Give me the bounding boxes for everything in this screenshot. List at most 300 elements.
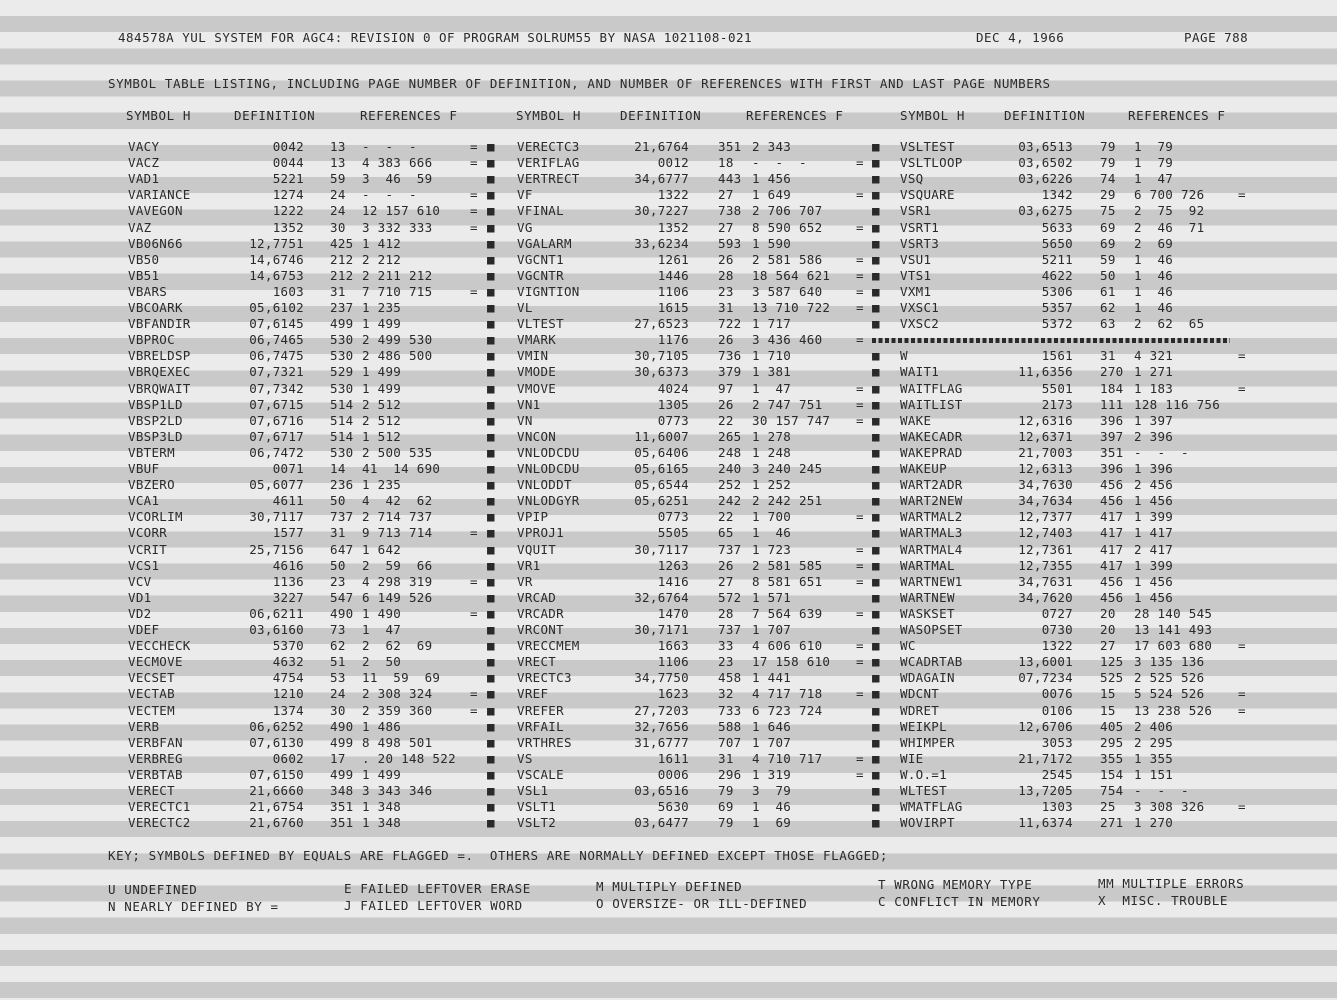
symbol-name: VECMOVE	[128, 654, 183, 670]
symbol-name: VFINAL	[517, 203, 564, 219]
flag: =	[1238, 686, 1246, 702]
references: 1 649	[752, 187, 792, 203]
definition-page: 59	[330, 171, 346, 187]
legend-item: J FAILED LEFTOVER WORD	[344, 898, 523, 913]
symbol-name: VSR1	[900, 203, 932, 219]
legend-item: C CONFLICT IN MEMORY	[878, 894, 1041, 909]
references: 1 441	[752, 670, 792, 686]
symbol-name: WARTMAL4	[900, 541, 963, 557]
definition-address: 03,6516	[634, 783, 689, 798]
definition-page: 15	[1100, 702, 1116, 718]
symbol-name: VN1	[517, 396, 541, 412]
symbol-name: VERBREG	[128, 750, 183, 766]
references: 1 235	[362, 477, 402, 493]
symbol-name: WART2ADR	[900, 477, 963, 493]
flag: =	[470, 525, 478, 541]
references: 2 62 69	[362, 638, 433, 654]
references: 1 47	[1134, 171, 1174, 187]
definition-address: 0012	[657, 155, 689, 171]
definition-address: 1106	[657, 654, 689, 670]
table-row	[0, 155, 1337, 171]
symbol-name: WIE	[900, 750, 924, 766]
references: 1 456	[1134, 573, 1174, 589]
definition-address: 21,6754	[249, 799, 304, 815]
definition-page: 296	[718, 766, 742, 782]
symbol-name: VBPROC	[128, 332, 175, 348]
table-row	[0, 622, 1337, 638]
references: 1 46	[1134, 283, 1174, 299]
references: 2 242 251	[752, 493, 823, 509]
table-row	[0, 703, 1337, 719]
symbol-name: VECTAB	[128, 686, 175, 702]
flag: =	[470, 155, 478, 171]
definition-page: 733	[718, 702, 742, 718]
separator-mark: ■	[487, 799, 495, 815]
references: 2 512	[362, 396, 402, 412]
separator-mark: ■	[872, 364, 880, 380]
definition-page: 24	[330, 686, 346, 702]
symbol-name: VDEF	[128, 622, 160, 637]
table-row	[0, 799, 1337, 815]
definition-address: 1322	[1041, 638, 1073, 654]
definition-page: 61	[1100, 283, 1116, 299]
definition-page: 236	[330, 477, 354, 493]
separator-mark: ■	[872, 718, 880, 734]
definition-page: 351	[718, 139, 742, 154]
definition-address: 2545	[1041, 766, 1073, 782]
symbol-name: VRCONT	[517, 622, 564, 637]
references: 3 240 245	[752, 461, 823, 476]
symbol-name: VACY	[128, 139, 160, 154]
symbol-name: VAVEGON	[128, 203, 183, 219]
definition-address: 5505	[657, 525, 689, 541]
separator-mark: ■	[872, 638, 880, 654]
separator-mark: ■	[872, 203, 880, 219]
symbol-name: VERECTC2	[128, 815, 191, 831]
definition-page: 31	[330, 525, 346, 541]
symbol-name: VAD1	[128, 171, 160, 187]
definition-address: 07,7342	[249, 380, 304, 396]
symbol-name: VGCNTR	[517, 267, 564, 283]
definition-page: 28	[718, 267, 734, 283]
definition-page: 13	[330, 155, 346, 171]
definition-page: 456	[1100, 477, 1124, 493]
references: 2 295	[1134, 734, 1174, 750]
definition-address: 1374	[272, 702, 304, 718]
separator-mark: ■	[487, 783, 495, 798]
symbol-name: VCORLIM	[128, 509, 183, 525]
separator-mark: ■	[872, 734, 880, 750]
flag: =	[470, 605, 478, 621]
references: 2 59 66	[362, 557, 433, 573]
definition-address: 27,6523	[634, 316, 689, 332]
definition-address: 4611	[272, 493, 304, 509]
separator-mark: ■	[487, 267, 495, 283]
definition-page: 405	[1100, 718, 1124, 734]
definition-address: 03,6275	[1018, 203, 1073, 219]
separator-mark: ■	[872, 428, 880, 444]
definition-address: 1210	[272, 686, 304, 702]
definition-page: 30	[330, 702, 346, 718]
definition-address: 1615	[657, 300, 689, 315]
definition-address: 12,6313	[1018, 461, 1073, 476]
separator-mark: ■	[487, 702, 495, 718]
definition-page: 79	[718, 783, 734, 798]
symbol-name: W	[900, 348, 908, 364]
references: 1 355	[1134, 750, 1174, 766]
separator-mark: ■	[872, 235, 880, 251]
symbol-name: VERB	[128, 718, 160, 734]
symbol-name: WAITLIST	[900, 396, 963, 412]
symbol-name: WDAGAIN	[900, 670, 955, 686]
definition-page: 62	[1100, 300, 1116, 315]
symbol-name: WOVIRPT	[900, 815, 955, 831]
definition-page: 22	[718, 412, 734, 428]
definition-page: 417	[1100, 525, 1124, 541]
references: 1 151	[1134, 766, 1174, 782]
references: 13 710 722	[752, 300, 831, 315]
separator-mark: ■	[872, 815, 880, 831]
definition-address: 06,7465	[249, 332, 304, 348]
definition-page: 295	[1100, 734, 1124, 750]
symbol-name: VD1	[128, 589, 152, 605]
symbol-name: W.O.=1	[900, 766, 947, 782]
definition-page: 50	[1100, 267, 1116, 283]
definition-address: 32,7656	[634, 718, 689, 734]
table-row	[0, 268, 1337, 284]
definition-address: 25,7156	[249, 541, 304, 557]
table-row	[0, 509, 1337, 525]
col-references-header: REFERENCES F	[360, 108, 458, 123]
flag: =	[470, 187, 478, 203]
symbol-name: WART2NEW	[900, 493, 963, 509]
flag: =	[856, 766, 864, 782]
symbol-name: VBSP3LD	[128, 428, 183, 444]
table-row	[0, 590, 1337, 606]
table-row	[0, 783, 1337, 799]
column-headers	[0, 108, 1337, 126]
references: 2 406	[1134, 718, 1174, 734]
references: 4 606 610	[752, 638, 823, 654]
definition-address: 1603	[272, 283, 304, 299]
symbol-name: VECSET	[128, 670, 175, 686]
references: 11 59 69	[362, 670, 441, 686]
separator-mark: ■	[872, 541, 880, 557]
references: 2 75 92	[1134, 203, 1205, 219]
separator-mark: ■	[487, 380, 495, 396]
references: 3 332 333	[362, 219, 433, 235]
symbol-name: VG	[517, 219, 533, 235]
definition-address: 12,6371	[1018, 428, 1073, 444]
references: 6 723 724	[752, 702, 823, 718]
references: 28 140 545	[1134, 605, 1213, 621]
flag: =	[470, 573, 478, 589]
definition-address: 21,6760	[249, 815, 304, 831]
symbol-name: VERECT	[128, 783, 175, 798]
definition-address: 03,6477	[634, 815, 689, 831]
references: 8 498 501	[362, 734, 433, 750]
separator-mark: ■	[487, 187, 495, 203]
definition-address: 34,7630	[1018, 477, 1073, 493]
references: 2 69	[1134, 235, 1174, 251]
symbol-name: VBFANDIR	[128, 316, 191, 332]
definition-page: 184	[1100, 380, 1124, 396]
table-row	[0, 719, 1337, 735]
definition-page: 737	[718, 541, 742, 557]
symbol-name: VNLODCDU	[517, 444, 580, 460]
definition-page: 31	[330, 283, 346, 299]
definition-page: 30	[330, 219, 346, 235]
definition-address: 12,7403	[1018, 525, 1073, 541]
references: 1 47	[752, 380, 792, 396]
definition-page: 14	[330, 461, 346, 476]
definition-page: 31	[718, 300, 734, 315]
references: 7 710 715	[362, 283, 433, 299]
references: - - -	[1134, 444, 1189, 460]
definition-page: 530	[330, 332, 354, 348]
legend-item: N NEARLY DEFINED BY =	[108, 899, 279, 914]
references: 1 252	[752, 477, 792, 493]
symbol-name: VNLODGYR	[517, 493, 580, 509]
definition-page: 13	[330, 139, 346, 154]
definition-address: 05,6102	[249, 300, 304, 315]
definition-address: 34,6777	[634, 171, 689, 187]
definition-page: 379	[718, 364, 742, 380]
flag: =	[856, 155, 864, 171]
separator-mark: ■	[872, 799, 880, 815]
col-symbol-header: SYMBOL H	[516, 108, 582, 123]
definition-page: 593	[718, 235, 742, 251]
definition-address: 12,6316	[1018, 412, 1073, 428]
flag: =	[856, 219, 864, 235]
references: 1 512	[362, 428, 402, 444]
separator-mark: ■	[872, 444, 880, 460]
symbol-name: VBRQEXEC	[128, 364, 191, 380]
symbol-name: VBCOARK	[128, 300, 183, 315]
definition-page: 27	[718, 219, 734, 235]
symbol-name: VS	[517, 750, 533, 766]
definition-page: 737	[330, 509, 354, 525]
symbol-name: VARIANCE	[128, 187, 191, 203]
separator-mark: ■	[487, 509, 495, 525]
definition-address: 30,7117	[249, 509, 304, 525]
definition-page: 425	[330, 235, 354, 251]
symbol-name: VBUF	[128, 461, 160, 476]
definition-address: 11,6356	[1018, 364, 1073, 380]
references: 1 499	[362, 364, 402, 380]
definition-address: 30,7117	[634, 541, 689, 557]
references: 30 157 747	[752, 412, 831, 428]
references: 1 499	[362, 380, 402, 396]
definition-address: 4616	[272, 557, 304, 573]
references: 2 456	[1134, 477, 1174, 493]
definition-page: 456	[1100, 573, 1124, 589]
separator-mark: ■	[872, 219, 880, 235]
references: 13 238 526	[1134, 702, 1213, 718]
symbol-name: VB06N66	[128, 235, 183, 251]
definition-address: 03,6513	[1018, 139, 1073, 154]
definition-address: 06,7475	[249, 348, 304, 364]
definition-page: 754	[1100, 783, 1124, 798]
symbol-name: VN	[517, 412, 533, 428]
separator-mark: ■	[872, 766, 880, 782]
table-row	[0, 348, 1337, 364]
separator-mark: ■	[872, 573, 880, 589]
references: 2 62 65	[1134, 316, 1205, 332]
symbol-name: VECCHECK	[128, 638, 191, 654]
col-definition-header: DEFINITION	[234, 108, 316, 123]
symbol-name: WEIKPL	[900, 718, 947, 734]
separator-mark: ■	[487, 654, 495, 670]
separator-mark: ■	[872, 686, 880, 702]
definition-address: 34,7620	[1018, 589, 1073, 605]
definition-address: 07,6150	[249, 766, 304, 782]
separator-mark: ■	[487, 686, 495, 702]
definition-page: 27	[1100, 638, 1116, 654]
references: 1 707	[752, 622, 792, 637]
definition-address: 1303	[1041, 799, 1073, 815]
separator-mark: ■	[487, 348, 495, 364]
separator-mark: ■	[487, 235, 495, 251]
references: 1 46	[1134, 267, 1174, 283]
separator-mark: ■	[487, 638, 495, 654]
flag: =	[856, 300, 864, 315]
definition-address: 5630	[657, 799, 689, 815]
definition-address: 3053	[1041, 734, 1073, 750]
separator-mark: ■	[872, 187, 880, 203]
definition-page: 514	[330, 412, 354, 428]
references: 1 79	[1134, 155, 1174, 171]
definition-page: 24	[330, 203, 346, 219]
references: 1 499	[362, 316, 402, 332]
definition-page: 270	[1100, 364, 1124, 380]
definition-address: 06,6211	[249, 605, 304, 621]
references: 2 396	[1134, 428, 1174, 444]
definition-page: 31	[1100, 348, 1116, 364]
symbol-name: VRTHRES	[517, 734, 572, 750]
definition-page: 97	[718, 380, 734, 396]
separator-mark: ■	[872, 477, 880, 493]
references: 1 700	[752, 509, 792, 525]
section-separator-line	[872, 338, 1230, 343]
col-definition-header: DEFINITION	[620, 108, 702, 123]
definition-address: 05,6165	[634, 461, 689, 476]
references: 18 564 621	[752, 267, 831, 283]
references: 1 456	[1134, 493, 1174, 509]
definition-page: 525	[1100, 670, 1124, 686]
references: 1 319	[752, 766, 792, 782]
flag: =	[856, 557, 864, 573]
references: 2 500 535	[362, 444, 433, 460]
definition-page: 265	[718, 428, 742, 444]
table-row	[0, 445, 1337, 461]
definition-page: 24	[330, 187, 346, 203]
references: 1 707	[752, 734, 792, 750]
separator-mark: ■	[487, 557, 495, 573]
definition-address: 11,6374	[1018, 815, 1073, 831]
references: 1 270	[1134, 815, 1174, 831]
symbol-name: VSL1	[517, 783, 549, 798]
flag: =	[856, 380, 864, 396]
legend-item: M MULTIPLY DEFINED	[596, 879, 743, 894]
references: 1 397	[1134, 412, 1174, 428]
definition-address: 1263	[657, 557, 689, 573]
references: 1 348	[362, 799, 402, 815]
symbol-name: WAKEUP	[900, 461, 947, 476]
separator-mark: ■	[872, 348, 880, 364]
references: 3 587 640	[752, 283, 823, 299]
flag: =	[856, 412, 864, 428]
separator-mark: ■	[487, 171, 495, 187]
separator-mark: ■	[487, 251, 495, 267]
symbol-name: VSLT2	[517, 815, 557, 831]
separator-mark: ■	[872, 267, 880, 283]
definition-page: 348	[330, 783, 354, 798]
references: 2 46 71	[1134, 219, 1205, 235]
definition-page: 111	[1100, 396, 1124, 412]
references: 1 710	[752, 348, 792, 364]
separator-mark: ■	[872, 557, 880, 573]
references: 17 603 680	[1134, 638, 1213, 654]
symbol-name: VECTEM	[128, 702, 175, 718]
references: 1 248	[752, 444, 792, 460]
references: 13 141 493	[1134, 622, 1213, 637]
references: 4 383 666	[362, 155, 433, 171]
references: 3 343 346	[362, 783, 433, 798]
definition-address: 0727	[1041, 605, 1073, 621]
symbol-name: VSRT1	[900, 219, 940, 235]
definition-page: 26	[718, 557, 734, 573]
separator-mark: ■	[487, 461, 495, 476]
legend-item: MM MULTIPLE ERRORS	[1098, 876, 1245, 891]
definition-address: 31,6777	[634, 734, 689, 750]
symbol-name: VERBFAN	[128, 734, 183, 750]
definition-page: 456	[1100, 493, 1124, 509]
program-title: 484578A YUL SYSTEM FOR AGC4: REVISION 0 OF PROGRAM SOLRUM55 BY NASA 1021108-021	[118, 30, 753, 45]
symbol-name: VD2	[128, 605, 152, 621]
symbol-name: WASOPSET	[900, 622, 963, 637]
definition-page: 69	[718, 799, 734, 815]
symbol-name: VRECCMEM	[517, 638, 580, 654]
separator-mark: ■	[487, 525, 495, 541]
key-line: KEY; SYMBOLS DEFINED BY EQUALS ARE FLAGGED =. OTHERS ARE NORMALLY DEFINED EXCEPT THOSE FLAGGED;	[108, 848, 889, 863]
separator-mark: ■	[872, 155, 880, 171]
definition-page: 396	[1100, 412, 1124, 428]
definition-address: 07,6145	[249, 316, 304, 332]
references: 2 714 737	[362, 509, 433, 525]
definition-page: 26	[718, 332, 734, 348]
definition-page: 74	[1100, 171, 1116, 187]
definition-page: 27	[718, 573, 734, 589]
flag: =	[470, 702, 478, 718]
definition-page: 351	[330, 815, 354, 831]
references: 2 747 751	[752, 396, 823, 412]
separator-mark: ■	[872, 396, 880, 412]
definition-page: 252	[718, 477, 742, 493]
references: 1 646	[752, 718, 792, 734]
flag: =	[856, 605, 864, 621]
definition-address: 07,6717	[249, 428, 304, 444]
symbol-name: WARTMAL3	[900, 525, 963, 541]
definition-address: 30,6373	[634, 364, 689, 380]
references: 3 135 136	[1134, 654, 1205, 670]
definition-address: 12,7377	[1018, 509, 1073, 525]
table-row	[0, 300, 1337, 316]
definition-address: 21,7003	[1018, 444, 1073, 460]
definition-page: 397	[1100, 428, 1124, 444]
separator-mark: ■	[872, 316, 880, 332]
definition-address: 30,7105	[634, 348, 689, 364]
